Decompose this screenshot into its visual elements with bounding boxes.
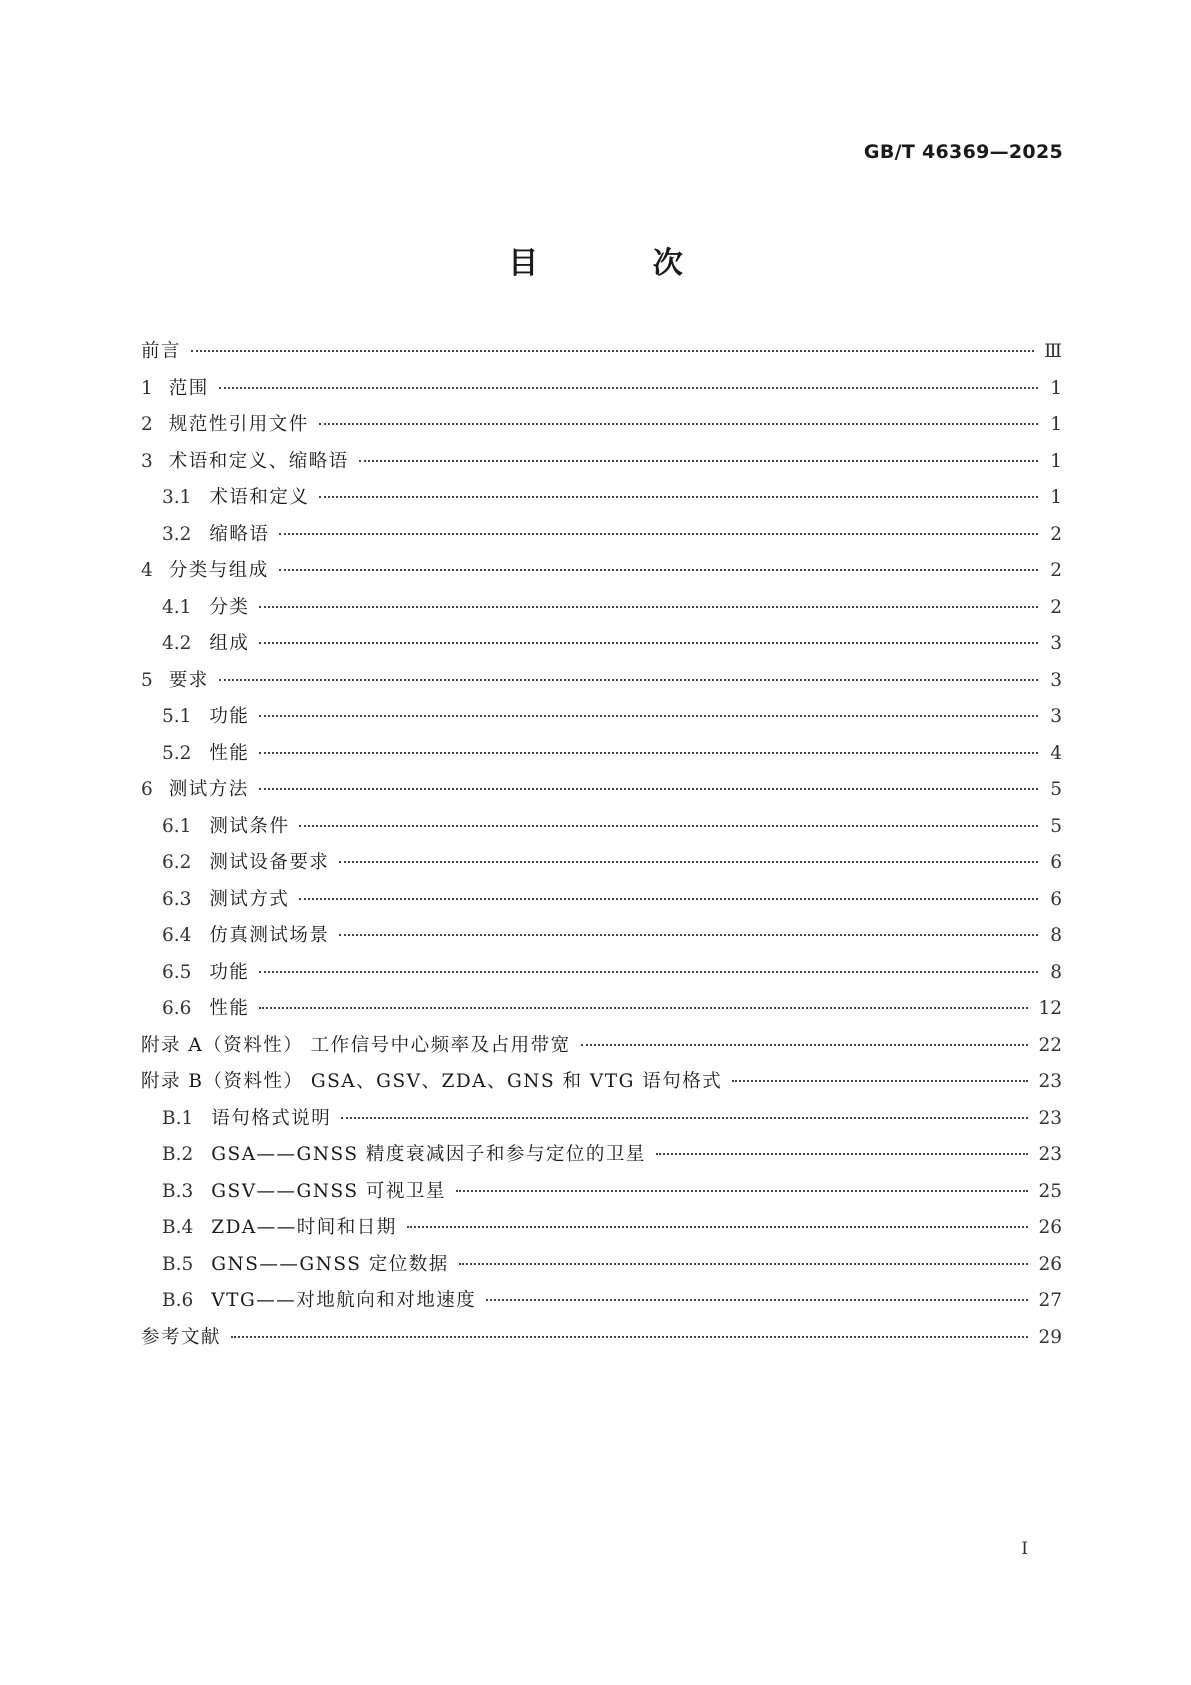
toc-dot-leader [341, 1117, 1028, 1119]
toc-entry-number: 3.1 [162, 487, 192, 508]
toc-entry[interactable] [141, 885, 1062, 922]
toc-dot-leader [259, 971, 1038, 973]
toc-dot-leader [299, 825, 1038, 827]
toc-entry-label: 功能 [209, 961, 250, 983]
toc-entry-page: 22 [1038, 1034, 1062, 1056]
toc-entry-number: 6.3 [162, 888, 192, 910]
toc-entry-number: 4.2 [162, 633, 192, 654]
toc-entry[interactable] [141, 1286, 1062, 1323]
toc-entry[interactable] [141, 666, 1062, 703]
toc-entry-label: 性能 [209, 742, 250, 764]
toc-entry-page: 2 [1050, 560, 1062, 581]
toc-entry[interactable] [141, 1250, 1062, 1287]
toc-dot-leader [581, 1044, 1029, 1046]
toc-entry-number: 1 [141, 377, 153, 399]
toc-entry-label: 仿真测试场景 [209, 925, 330, 946]
toc-dot-leader [299, 898, 1038, 900]
toc-entry-number: B.5 [162, 1253, 194, 1275]
toc-entry-number: 6.2 [162, 852, 192, 873]
toc-entry[interactable] [141, 1140, 1062, 1177]
toc-entry[interactable] [141, 337, 1062, 374]
toc-entry[interactable] [141, 739, 1062, 776]
toc-entry-label: 性能 [209, 998, 250, 1019]
toc-entry-label: 分类与组成 [168, 560, 269, 581]
toc-entry-number: 5.1 [162, 706, 192, 727]
toc-entry-number: 3.2 [162, 523, 192, 545]
toc-entry-number: 2 [141, 414, 153, 435]
page-number: I [1021, 1539, 1028, 1559]
toc-entry-label: 附录 B（资料性） GSA、GSV、ZDA、GNS 和 VTG 语句格式 [141, 1071, 723, 1092]
toc-entry[interactable] [141, 812, 1062, 849]
toc-dot-leader [459, 1263, 1029, 1265]
toc-entry[interactable] [141, 556, 1062, 593]
toc-entry-page: 25 [1038, 1180, 1062, 1202]
toc-entry-page: 3 [1050, 633, 1062, 654]
toc-dot-leader [259, 606, 1038, 608]
toc-entry[interactable] [141, 1031, 1062, 1068]
toc-entry-label: 分类 [209, 596, 250, 618]
toc-entry-number: 6 [141, 779, 153, 800]
toc-entry-label: 术语和定义 [209, 487, 310, 508]
toc-dot-leader [486, 1299, 1028, 1301]
toc-entry-label: GSV——GNSS 可视卫星 [211, 1180, 446, 1202]
toc-dot-leader [359, 460, 1038, 462]
toc-entry-page: 2 [1050, 596, 1062, 618]
toc-entry-label: 测试设备要求 [209, 852, 330, 873]
toc-entry-number: B.2 [162, 1144, 194, 1165]
toc-entry-page: Ⅲ [1044, 341, 1062, 362]
toc-dot-leader [231, 1336, 1028, 1338]
toc-entry-page: 1 [1050, 414, 1062, 435]
toc-entry-label: 测试方式 [209, 888, 290, 910]
toc-entry-label: 组成 [209, 633, 250, 654]
toc-entry-page: 1 [1050, 377, 1062, 399]
toc-entry-label: 参考文献 [141, 1326, 222, 1348]
toc-entry[interactable] [141, 1067, 1062, 1104]
toc-entry[interactable] [141, 958, 1062, 995]
toc-dot-leader [456, 1190, 1029, 1192]
toc-entry[interactable] [141, 775, 1062, 812]
toc-dot-leader [339, 861, 1038, 863]
toc-entry-page: 8 [1050, 961, 1062, 983]
toc-entry-number: B.1 [162, 1107, 194, 1129]
toc-entry[interactable] [141, 593, 1062, 630]
toc-entry-number: 5 [141, 669, 153, 691]
toc-entry[interactable] [141, 702, 1062, 739]
toc-entry-number: 6.1 [162, 815, 192, 837]
toc-entry-number: B.3 [162, 1180, 194, 1202]
toc-entry-label: 附录 A（资料性） 工作信号中心频率及占用带宽 [141, 1034, 571, 1056]
toc-entry-page: 3 [1050, 669, 1062, 691]
toc-entry-label: GSA——GNSS 精度衰减因子和参与定位的卫星 [211, 1144, 646, 1165]
toc-entry-page: 29 [1038, 1326, 1062, 1348]
toc-title: 目 次 [508, 246, 735, 281]
toc-entry-label: 缩略语 [209, 523, 270, 545]
toc-entry[interactable] [141, 1213, 1062, 1250]
toc-entry-page: 1 [1050, 487, 1062, 508]
toc-dot-leader [732, 1080, 1028, 1082]
toc-dot-leader [656, 1153, 1029, 1155]
toc-dot-leader [319, 496, 1038, 498]
toc-dot-leader [407, 1226, 1029, 1228]
toc-entry-label: VTG——对地航向和对地速度 [211, 1290, 477, 1311]
toc-entry[interactable] [141, 994, 1062, 1031]
toc-entry-page: 5 [1050, 779, 1062, 800]
toc-entry-number: 4.1 [162, 596, 192, 618]
toc-entry-page: 5 [1050, 815, 1062, 837]
toc-dot-leader [219, 387, 1038, 389]
toc-entry-page: 26 [1038, 1253, 1062, 1275]
toc-entry-number: B.6 [162, 1290, 194, 1311]
toc-dot-leader [219, 679, 1038, 681]
toc-entry-label: 测试条件 [209, 815, 290, 837]
toc-entry-number: 3 [141, 450, 153, 472]
toc-entry[interactable] [141, 629, 1062, 666]
standard-code: GB/T 46369—2025 [863, 141, 1063, 163]
toc-entry-label: 要求 [168, 669, 209, 691]
toc-entry[interactable] [141, 410, 1062, 447]
toc-entry[interactable] [141, 447, 1062, 484]
toc-entry-label: 范围 [168, 377, 209, 399]
toc-entry-number: 4 [141, 560, 153, 581]
toc-dot-leader [259, 1007, 1028, 1009]
toc-dot-leader [191, 350, 1034, 352]
toc-entry-label: ZDA——时间和日期 [211, 1217, 397, 1238]
toc-entry-label: 语句格式说明 [211, 1107, 332, 1129]
toc-dot-leader [259, 715, 1038, 717]
toc-dot-leader [319, 423, 1038, 425]
toc-entry-number: 6.5 [162, 961, 192, 983]
toc-entry-label: 功能 [209, 706, 250, 727]
toc-entry-page: 4 [1050, 742, 1062, 764]
toc-entry-label: 测试方法 [168, 779, 249, 800]
toc-entry[interactable] [141, 374, 1062, 411]
toc-dot-leader [259, 788, 1038, 790]
toc-entry-label: 前言 [141, 341, 182, 362]
toc-entry-number: B.4 [162, 1217, 194, 1238]
toc-entry-label: GNS——GNSS 定位数据 [211, 1253, 449, 1275]
toc-dot-leader [279, 569, 1038, 571]
toc-entry-page: 12 [1038, 998, 1062, 1019]
toc-entry-page: 6 [1050, 888, 1062, 910]
toc-entry-page: 8 [1050, 925, 1062, 946]
toc-entry[interactable] [141, 520, 1062, 557]
toc-entry-page: 23 [1038, 1144, 1062, 1165]
toc-entry-number: 6.4 [162, 925, 192, 946]
toc-entry[interactable] [141, 921, 1062, 958]
toc-dot-leader [279, 533, 1038, 535]
toc-entry-label: 术语和定义、缩略语 [168, 450, 349, 472]
toc-entry[interactable] [141, 848, 1062, 885]
toc-entry-number: 5.2 [162, 742, 192, 764]
table-of-contents [141, 337, 1062, 1359]
toc-entry[interactable] [141, 1177, 1062, 1214]
toc-entry[interactable] [141, 1323, 1062, 1360]
toc-entry-page: 23 [1038, 1107, 1062, 1129]
toc-entry-page: 3 [1050, 706, 1062, 727]
toc-entry[interactable] [141, 483, 1062, 520]
toc-dot-leader [339, 934, 1038, 936]
toc-dot-leader [259, 642, 1038, 644]
toc-dot-leader [259, 752, 1038, 754]
toc-entry-page: 26 [1038, 1217, 1062, 1238]
toc-entry-label: 规范性引用文件 [168, 414, 309, 435]
toc-entry[interactable] [141, 1104, 1062, 1141]
toc-entry-page: 2 [1050, 523, 1062, 545]
toc-entry-page: 1 [1050, 450, 1062, 472]
toc-entry-page: 27 [1038, 1290, 1062, 1311]
toc-entry-number: 6.6 [162, 998, 192, 1019]
toc-entry-page: 23 [1038, 1071, 1062, 1092]
toc-entry-page: 6 [1050, 852, 1062, 873]
